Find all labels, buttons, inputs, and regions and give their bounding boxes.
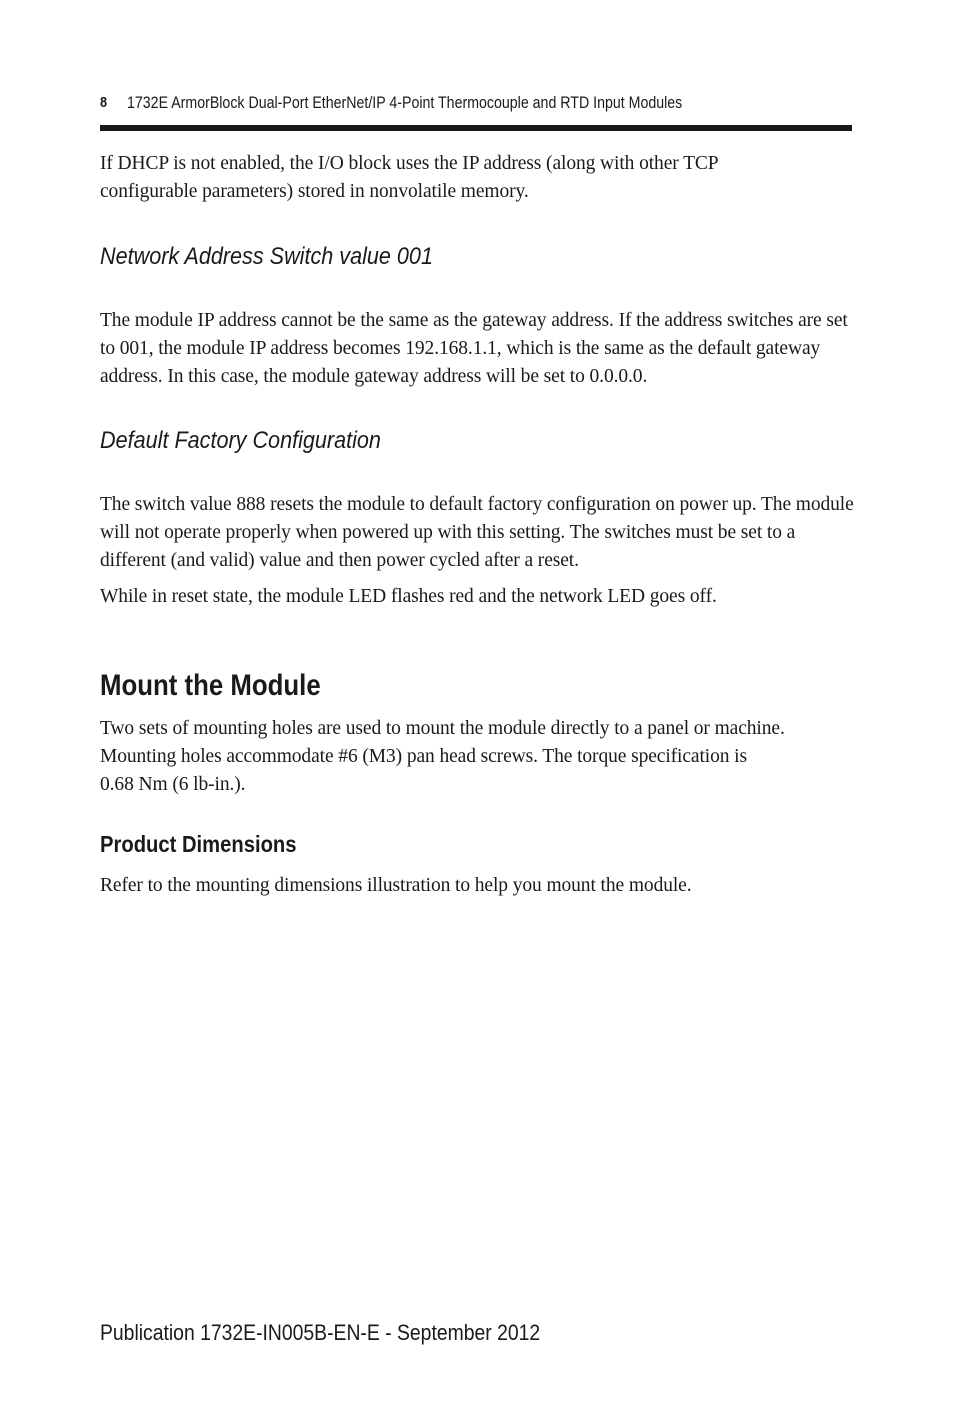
- default-factory-paragraph-2: While in reset state, the module LED flashes red and the network LED goes off.: [100, 586, 717, 607]
- page-content: [100, 150, 860, 900]
- network-address-paragraph: The module IP address cannot be the same as the gateway address. If the address switches are set to 001, the module IP address becomes 192.168.1.1, which is the same as the default gateway address. In this case, the module gateway address will be set to 0.0.0.0.: [100, 310, 848, 387]
- intro-paragraph: If DHCP is not enabled, the I/O block uses the IP address (along with other TCP configurable parameters) stored in nonvolatile memory.: [100, 153, 718, 202]
- running-title: 1732E ArmorBlock Dual-Port EtherNet/IP 4-Point Thermocouple and RTD Input Modules: [127, 94, 683, 112]
- mount-module-line-1: Two sets of mounting holes are used to mount the module directly to a panel or machine.: [100, 718, 785, 739]
- page-number: 8: [100, 94, 108, 111]
- header-rule: [100, 125, 852, 131]
- mount-module-paragraph: [100, 715, 860, 799]
- footer-publication: Publication 1732E-IN005B-EN-E - September 2012: [100, 1320, 541, 1345]
- default-factory-paragraph-1: The switch value 888 resets the module to default factory configuration on power up. The module will not operate properly when powered up with this setting. The switches must be set to a different (and valid) value and then power cycled after a reset.: [100, 494, 854, 571]
- product-dimensions-heading: Product Dimensions: [100, 831, 297, 857]
- product-dimensions-paragraph: Refer to the mounting dimensions illustration to help you mount the module.: [100, 875, 692, 896]
- default-factory-heading: Default Factory Configuration: [100, 427, 381, 454]
- mount-module-line-2: Mounting holes accommodate #6 (M3) pan head screws. The torque specification is: [100, 746, 747, 767]
- mount-module-heading: Mount the Module: [100, 669, 321, 702]
- network-address-heading: Network Address Switch value 001: [100, 243, 433, 270]
- mount-module-line-3: 0.68 Nm (6 lb-in.).: [100, 774, 246, 795]
- page-header: [100, 92, 852, 132]
